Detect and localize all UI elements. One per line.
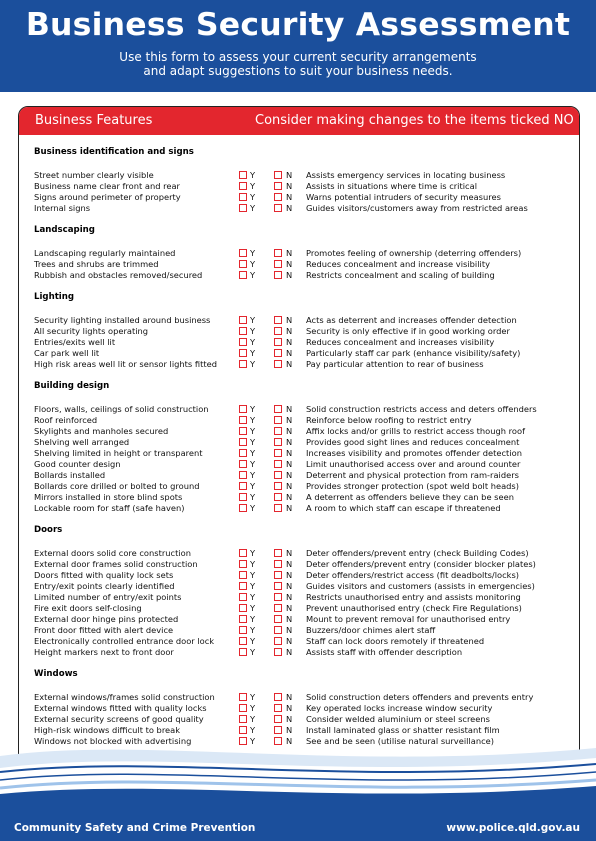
yes-checkbox[interactable] xyxy=(239,260,247,268)
page-header xyxy=(0,0,596,92)
no-checkbox[interactable] xyxy=(274,316,282,324)
suggestion-text: Warns potential intruders of security measures xyxy=(306,192,501,202)
checklist-row xyxy=(19,359,579,370)
checklist-row xyxy=(19,315,579,326)
checklist-row xyxy=(19,559,579,570)
feature-label: Electronically controlled entrance door lock xyxy=(34,636,215,646)
feature-label: Trees and shrubs are trimmed xyxy=(34,259,159,269)
yes-label: Y xyxy=(250,503,256,513)
feature-label: Car park well lit xyxy=(34,348,100,358)
yes-checkbox[interactable] xyxy=(239,704,247,712)
feature-label: Business name clear front and rear xyxy=(34,181,180,191)
feature-label: External windows fitted with quality locks xyxy=(34,703,207,713)
checklist-row xyxy=(19,170,579,181)
yes-label: Y xyxy=(250,359,256,369)
checklist-row xyxy=(19,714,579,725)
footer-organisation: Community Safety and Crime Prevention xyxy=(14,822,256,834)
no-label: N xyxy=(286,492,293,502)
no-label: N xyxy=(286,437,293,447)
no-checkbox[interactable] xyxy=(274,360,282,368)
no-checkbox[interactable] xyxy=(274,482,282,490)
suggestion-text: Deter offenders/restrict access (fit deadbolts/locks) xyxy=(306,570,520,580)
yes-checkbox[interactable] xyxy=(239,648,247,656)
no-checkbox[interactable] xyxy=(274,693,282,701)
yes-checkbox[interactable] xyxy=(239,560,247,568)
checklist-row xyxy=(19,647,579,658)
feature-label: Rubbish and obstacles removed/secured xyxy=(34,270,203,280)
yes-label: Y xyxy=(250,248,256,258)
yes-checkbox[interactable] xyxy=(239,249,247,257)
feature-label: Good counter design xyxy=(34,459,121,469)
no-label: N xyxy=(286,647,293,657)
feature-label: High-risk windows difficult to break xyxy=(34,725,181,735)
section xyxy=(19,667,579,747)
yes-label: Y xyxy=(250,448,256,458)
feature-label: External door frames solid construction xyxy=(34,559,198,569)
suggestion-text: Guides visitors and customers (assists in emergencies) xyxy=(306,581,535,591)
checklist-row xyxy=(19,192,579,203)
yes-checkbox[interactable] xyxy=(239,316,247,324)
suggestion-text: Reinforce below roofing to restrict entry xyxy=(306,415,472,425)
no-label: N xyxy=(286,348,293,358)
no-label: N xyxy=(286,337,293,347)
yes-checkbox[interactable] xyxy=(239,504,247,512)
yes-label: Y xyxy=(250,170,256,180)
yes-label: Y xyxy=(250,725,256,735)
yes-checkbox[interactable] xyxy=(239,482,247,490)
consider-changes-heading: Consider making changes to the items ticked NO xyxy=(255,113,574,128)
feature-label: Fire exit doors self-closing xyxy=(34,603,142,613)
no-checkbox[interactable] xyxy=(274,593,282,601)
no-label: N xyxy=(286,503,293,513)
checklist-row xyxy=(19,592,579,603)
feature-label: Front door fitted with alert device xyxy=(34,625,174,635)
suggestion-text: Restricts unauthorised entry and assists monitoring xyxy=(306,592,521,602)
yes-label: Y xyxy=(250,181,256,191)
checklist-row xyxy=(19,448,579,459)
yes-checkbox[interactable] xyxy=(239,493,247,501)
no-label: N xyxy=(286,426,293,436)
suggestion-text: Limit unauthorised access over and around counter xyxy=(306,459,521,469)
suggestion-text: Particularly staff car park (enhance visibility/safety) xyxy=(306,348,521,358)
no-label: N xyxy=(286,326,293,336)
no-label: N xyxy=(286,448,293,458)
yes-label: Y xyxy=(250,470,256,480)
checklist-row xyxy=(19,181,579,192)
no-checkbox[interactable] xyxy=(274,271,282,279)
no-checkbox[interactable] xyxy=(274,704,282,712)
no-label: N xyxy=(286,725,293,735)
yes-checkbox[interactable] xyxy=(239,471,247,479)
no-checkbox[interactable] xyxy=(274,549,282,557)
section-title: Doors xyxy=(34,525,63,535)
no-checkbox[interactable] xyxy=(274,648,282,656)
suggestion-text: Provides good sight lines and reduces concealment xyxy=(306,437,520,447)
no-label: N xyxy=(286,415,293,425)
yes-label: Y xyxy=(250,404,256,414)
no-checkbox[interactable] xyxy=(274,416,282,424)
feature-label: Shelving limited in height or transparent xyxy=(34,448,203,458)
yes-label: Y xyxy=(250,426,256,436)
no-checkbox[interactable] xyxy=(274,204,282,212)
yes-checkbox[interactable] xyxy=(239,438,247,446)
yes-label: Y xyxy=(250,315,256,325)
yes-checkbox[interactable] xyxy=(239,726,247,734)
no-checkbox[interactable] xyxy=(274,182,282,190)
yes-checkbox[interactable] xyxy=(239,549,247,557)
yes-checkbox[interactable] xyxy=(239,193,247,201)
checklist-row xyxy=(19,259,579,270)
checklist-row xyxy=(19,248,579,259)
yes-label: Y xyxy=(250,714,256,724)
feature-label: Landscaping regularly maintained xyxy=(34,248,176,258)
yes-label: Y xyxy=(250,259,256,269)
feature-label: Floors, walls, ceilings of solid construction xyxy=(34,404,209,414)
checklist-row xyxy=(19,503,579,514)
no-checkbox[interactable] xyxy=(274,504,282,512)
yes-label: Y xyxy=(250,492,256,502)
yes-checkbox[interactable] xyxy=(239,615,247,623)
suggestion-text: Solid construction restricts access and deters offenders xyxy=(306,404,537,414)
suggestion-text: A deterrent as offenders believe they can be seen xyxy=(306,492,514,502)
yes-label: Y xyxy=(250,614,256,624)
checklist-row xyxy=(19,348,579,359)
yes-label: Y xyxy=(250,326,256,336)
suggestion-text: Solid construction deters offenders and prevents entry xyxy=(306,692,534,702)
no-label: N xyxy=(286,592,293,602)
assessment-card xyxy=(18,106,580,784)
suggestion-text: Reduces concealment and increases visibility xyxy=(306,337,495,347)
suggestion-text: Guides visitors/customers away from restricted areas xyxy=(306,203,528,213)
suggestion-text: Prevent unauthorised entry (check Fire Regulations) xyxy=(306,603,522,613)
no-checkbox[interactable] xyxy=(274,260,282,268)
suggestion-text: Deter offenders/prevent entry (check Building Codes) xyxy=(306,548,529,558)
no-label: N xyxy=(286,459,293,469)
checklist-row xyxy=(19,459,579,470)
yes-label: Y xyxy=(250,548,256,558)
suggestion-text: Increases visibility and promotes offender detection xyxy=(306,448,522,458)
suggestion-text: Install laminated glass or shatter resistant film xyxy=(306,725,500,735)
no-checkbox[interactable] xyxy=(274,349,282,357)
checklist-row xyxy=(19,326,579,337)
page-subtitle xyxy=(0,50,596,78)
feature-label: Mirrors installed in store blind spots xyxy=(34,492,183,502)
checklist-row xyxy=(19,603,579,614)
yes-label: Y xyxy=(250,415,256,425)
yes-label: Y xyxy=(250,592,256,602)
suggestion-text: Key operated locks increase window security xyxy=(306,703,493,713)
yes-checkbox[interactable] xyxy=(239,604,247,612)
yes-checkbox[interactable] xyxy=(239,693,247,701)
no-label: N xyxy=(286,248,293,258)
suggestion-text: Promotes feeling of ownership (deterring offenders) xyxy=(306,248,522,258)
suggestion-text: Provides stronger protection (spot weld bolt heads) xyxy=(306,481,519,491)
feature-label: High risk areas well lit or sensor lights fitted xyxy=(34,359,217,369)
no-label: N xyxy=(286,181,293,191)
checklist-row xyxy=(19,337,579,348)
feature-label: All security lights operating xyxy=(34,326,149,336)
section-title: Building design xyxy=(34,381,110,391)
no-label: N xyxy=(286,603,293,613)
feature-label: Signs around perimeter of property xyxy=(34,192,181,202)
subtitle-line-1: Use this form to assess your current security arrangements xyxy=(119,50,477,64)
yes-checkbox[interactable] xyxy=(239,460,247,468)
suggestion-text: See and be seen (utilise natural surveillance) xyxy=(306,736,494,746)
checklist-row xyxy=(19,725,579,736)
no-checkbox[interactable] xyxy=(274,193,282,201)
section xyxy=(19,523,579,658)
yes-label: Y xyxy=(250,736,256,746)
suggestion-text: Mount to prevent removal for unauthorised entry xyxy=(306,614,511,624)
feature-label: Bollards core drilled or bolted to ground xyxy=(34,481,200,491)
yes-checkbox[interactable] xyxy=(239,338,247,346)
checklist-row xyxy=(19,581,579,592)
suggestion-text: Pay particular attention to rear of business xyxy=(306,359,484,369)
checklist-row xyxy=(19,692,579,703)
section xyxy=(19,223,579,281)
checklist-row xyxy=(19,437,579,448)
yes-checkbox[interactable] xyxy=(239,360,247,368)
checklist-row xyxy=(19,203,579,214)
business-features-heading: Business Features xyxy=(35,113,153,128)
no-checkbox[interactable] xyxy=(274,338,282,346)
suggestion-text: Staff can lock doors remotely if threatened xyxy=(306,636,485,646)
no-checkbox[interactable] xyxy=(274,249,282,257)
yes-checkbox[interactable] xyxy=(239,204,247,212)
no-checkbox[interactable] xyxy=(274,438,282,446)
no-label: N xyxy=(286,636,293,646)
no-label: N xyxy=(286,570,293,580)
no-checkbox[interactable] xyxy=(274,427,282,435)
no-label: N xyxy=(286,736,293,746)
suggestion-text: Acts as deterrent and increases offender detection xyxy=(306,315,517,325)
no-checkbox[interactable] xyxy=(274,405,282,413)
no-checkbox[interactable] xyxy=(274,715,282,723)
yes-checkbox[interactable] xyxy=(239,327,247,335)
suggestion-text: Assists in situations where time is critical xyxy=(306,181,477,191)
yes-label: Y xyxy=(250,603,256,613)
checklist-row xyxy=(19,470,579,481)
yes-checkbox[interactable] xyxy=(239,182,247,190)
yes-checkbox[interactable] xyxy=(239,449,247,457)
feature-label: External windows/frames solid construction xyxy=(34,692,215,702)
yes-checkbox[interactable] xyxy=(239,171,247,179)
no-checkbox[interactable] xyxy=(274,327,282,335)
yes-checkbox[interactable] xyxy=(239,715,247,723)
suggestion-text: Restricts concealment and scaling of building xyxy=(306,270,495,280)
yes-label: Y xyxy=(250,581,256,591)
no-checkbox[interactable] xyxy=(274,637,282,645)
yes-checkbox[interactable] xyxy=(239,405,247,413)
no-checkbox[interactable] xyxy=(274,604,282,612)
section-title: Lighting xyxy=(34,292,75,302)
checklist-row xyxy=(19,415,579,426)
yes-label: Y xyxy=(250,459,256,469)
checklist-row xyxy=(19,703,579,714)
feature-label: External doors solid core construction xyxy=(34,548,191,558)
yes-label: Y xyxy=(250,481,256,491)
feature-label: Internal signs xyxy=(34,203,91,213)
feature-label: External door hinge pins protected xyxy=(34,614,179,624)
table-header-bar xyxy=(19,107,579,135)
feature-label: Security lighting installed around business xyxy=(34,315,211,325)
feature-label: Windows not blocked with advertising xyxy=(34,736,192,746)
feature-label: Skylights and manholes secured xyxy=(34,426,169,436)
suggestion-text: Affix locks and/or grills to restrict access though roof xyxy=(306,426,525,436)
checklist-row xyxy=(19,570,579,581)
checklist-row xyxy=(19,492,579,503)
feature-label: Roof reinforced xyxy=(34,415,98,425)
no-label: N xyxy=(286,625,293,635)
yes-label: Y xyxy=(250,559,256,569)
checklist-row xyxy=(19,404,579,415)
feature-label: Street number clearly visible xyxy=(34,170,154,180)
checklist-row xyxy=(19,270,579,281)
suggestion-text: Assists staff with offender description xyxy=(306,647,463,657)
yes-label: Y xyxy=(250,203,256,213)
no-label: N xyxy=(286,481,293,491)
footer-website: www.police.qld.gov.au xyxy=(446,822,580,834)
subtitle-line-2: and adapt suggestions to suit your business needs. xyxy=(143,64,453,78)
suggestion-text: Buzzers/door chimes alert staff xyxy=(306,625,436,635)
yes-label: Y xyxy=(250,437,256,447)
yes-label: Y xyxy=(250,647,256,657)
page-title: Business Security Assessment xyxy=(25,7,571,43)
checklist-row xyxy=(19,481,579,492)
feature-label: Shelving well arranged xyxy=(34,437,130,447)
form-panel xyxy=(0,92,596,792)
no-label: N xyxy=(286,692,293,702)
no-label: N xyxy=(286,192,293,202)
yes-label: Y xyxy=(250,270,256,280)
section-title: Business identification and signs xyxy=(34,147,194,157)
no-checkbox[interactable] xyxy=(274,471,282,479)
yes-label: Y xyxy=(250,192,256,202)
feature-label: Limited number of entry/exit points xyxy=(34,592,182,602)
suggestion-text: Deterrent and physical protection from ram-raiders xyxy=(306,470,519,480)
suggestion-text: Assists emergency services in locating business xyxy=(306,170,506,180)
wave-graphic xyxy=(0,742,596,812)
feature-label: Entries/exits well lit xyxy=(34,337,116,347)
checklist-row xyxy=(19,426,579,437)
feature-label: Lockable room for staff (safe haven) xyxy=(34,503,185,513)
no-checkbox[interactable] xyxy=(274,171,282,179)
feature-label: Doors fitted with quality lock sets xyxy=(34,570,174,580)
no-label: N xyxy=(286,315,293,325)
no-label: N xyxy=(286,270,293,280)
feature-label: Entry/exit points clearly identified xyxy=(34,581,175,591)
yes-checkbox[interactable] xyxy=(239,637,247,645)
suggestion-text: Security is only effective if in good working order xyxy=(306,326,510,336)
no-checkbox[interactable] xyxy=(274,726,282,734)
no-label: N xyxy=(286,614,293,624)
no-checkbox[interactable] xyxy=(274,560,282,568)
no-label: N xyxy=(286,703,293,713)
yes-checkbox[interactable] xyxy=(239,271,247,279)
no-checkbox[interactable] xyxy=(274,571,282,579)
checklist-row xyxy=(19,625,579,636)
checklist-row xyxy=(19,548,579,559)
no-label: N xyxy=(286,404,293,414)
section-title: Windows xyxy=(34,669,78,679)
yes-label: Y xyxy=(250,703,256,713)
feature-label: Bollards installed xyxy=(34,470,106,480)
no-label: N xyxy=(286,548,293,558)
yes-label: Y xyxy=(250,348,256,358)
yes-checkbox[interactable] xyxy=(239,427,247,435)
yes-checkbox[interactable] xyxy=(239,416,247,424)
no-label: N xyxy=(286,581,293,591)
yes-label: Y xyxy=(250,625,256,635)
no-label: N xyxy=(286,359,293,369)
yes-label: Y xyxy=(250,570,256,580)
yes-label: Y xyxy=(250,337,256,347)
section xyxy=(19,145,579,214)
feature-label: External security screens of good quality xyxy=(34,714,204,724)
suggestion-text: Deter offenders/prevent entry (consider blocker plates) xyxy=(306,559,536,569)
yes-checkbox[interactable] xyxy=(239,626,247,634)
no-checkbox[interactable] xyxy=(274,449,282,457)
no-checkbox[interactable] xyxy=(274,493,282,501)
no-label: N xyxy=(286,559,293,569)
no-label: N xyxy=(286,259,293,269)
no-checkbox[interactable] xyxy=(274,626,282,634)
yes-checkbox[interactable] xyxy=(239,593,247,601)
no-checkbox[interactable] xyxy=(274,615,282,623)
yes-checkbox[interactable] xyxy=(239,571,247,579)
suggestion-text: Consider welded aluminium or steel screens xyxy=(306,714,490,724)
suggestion-text: A room to which staff can escape if threatened xyxy=(306,503,501,513)
checklist-row xyxy=(19,614,579,625)
yes-checkbox[interactable] xyxy=(239,582,247,590)
yes-label: Y xyxy=(250,636,256,646)
section xyxy=(19,379,579,514)
yes-label: Y xyxy=(250,692,256,702)
no-label: N xyxy=(286,203,293,213)
section xyxy=(19,290,579,370)
yes-checkbox[interactable] xyxy=(239,349,247,357)
suggestion-text: Reduces concealment and increase visibility xyxy=(306,259,490,269)
no-checkbox[interactable] xyxy=(274,460,282,468)
assessment-sections xyxy=(19,135,579,756)
checklist-row xyxy=(19,636,579,647)
no-label: N xyxy=(286,170,293,180)
section-title: Landscaping xyxy=(34,225,95,235)
no-label: N xyxy=(286,470,293,480)
no-checkbox[interactable] xyxy=(274,582,282,590)
feature-label: Height markers next to front door xyxy=(34,647,174,657)
no-label: N xyxy=(286,714,293,724)
